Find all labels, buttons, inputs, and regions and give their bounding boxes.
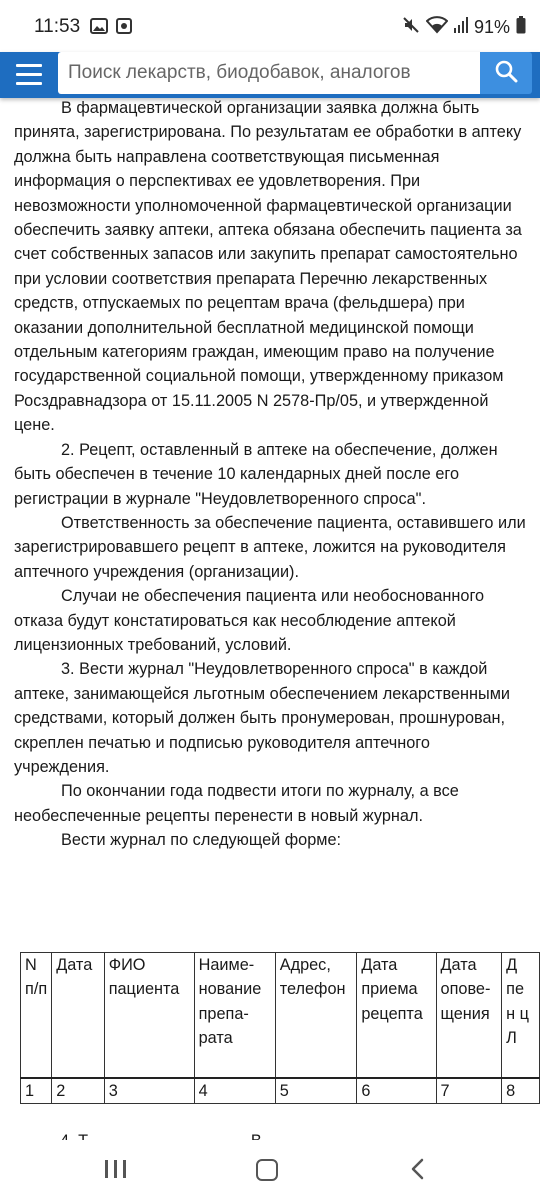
table-header-row: [21, 953, 540, 1079]
table-header-cell: Дата: [52, 953, 104, 1079]
back-icon[interactable]: [410, 1158, 424, 1185]
table-header-cell: Дата приема рецепта: [357, 953, 436, 1079]
table-cell: 3: [104, 1078, 194, 1104]
app-bar: [0, 52, 540, 98]
status-bar: [0, 0, 540, 52]
status-right: [402, 16, 526, 39]
article-paragraph: Ответственность за обеспечение пациента, оставившего или зарегистрировавшего рецепт в аптеке, ложится на руководителя аптечного учреждения (организации).: [14, 513, 526, 581]
article-paragraph: В фармацевтической организации заявка должна быть принята, зарегистрирована. По результатам ее обработки в аптеку должна быть направлена соответствующая письменная информация о перспективах ее удовлетворения. При невозможности уполномоченной фармацевтической организации обеспечить заявку аптеки, аптека обязана обеспечить пациента за счет собственных запасов или закупить препарат самостоятельно при условии соответствия препарата Перечню лекарственных средств, отпускаемых по рецептам врача (фельдшера) при оказании дополнительной бесплатной медицинской помощи отдельным категориям граждан, имеющим право на получение государственной социальной помощи, утвержденному приказом Росздравнадзора от 15.11.2005 N 2578-Пр/05, и утвержденной цене.: [14, 99, 522, 435]
table-header-cell: ФИО пациента: [104, 953, 194, 1079]
hamburger-menu-icon[interactable]: [16, 64, 42, 86]
home-icon[interactable]: [256, 1159, 278, 1181]
table-header-cell: Д пе н ц Л: [502, 953, 540, 1079]
table-cell: 2: [52, 1078, 104, 1104]
wifi-icon: [426, 16, 448, 39]
article-paragraph: По окончании года подвести итоги по журналу, а все необеспеченные рецепты перенести в новый журнал.: [14, 782, 459, 825]
article-paragraph: Вести журнал по следующей форме:: [61, 831, 342, 850]
mute-icon: [402, 16, 420, 39]
signal-icon: [454, 16, 468, 39]
article-paragraph: 3. Вести журнал "Неудовлетворенного спроса" в каждой аптеке, занимающейся льготным обеспечением лекарственными средствами, который должен быть пронумерован, прошнурован, скреплен печатью и подписью руководителя аптечного учреждения.: [14, 660, 510, 776]
recent-apps-icon[interactable]: [105, 1160, 126, 1178]
battery-icon: [516, 16, 526, 39]
table-cell: 6: [357, 1078, 436, 1104]
table-header-cell: Наиме- нование препа- рата: [194, 953, 275, 1079]
search-button[interactable]: [480, 52, 532, 94]
table-row: [21, 1078, 540, 1104]
journal-table: [20, 952, 540, 1104]
battery-level: 91%: [473, 17, 510, 37]
app-notification-icon: [116, 18, 132, 39]
article-paragraph: 2. Рецепт, оставленный в аптеке на обеспечение, должен быть обеспечен в течение 10 календарных дней после его регистрации в журнале "Неудовлетворенного спроса".: [14, 440, 498, 508]
article-content: [14, 96, 526, 853]
table-cell: 4: [194, 1078, 275, 1104]
image-icon: [90, 18, 108, 39]
search-icon: [494, 59, 518, 88]
table-cell: 1: [21, 1078, 52, 1104]
table-header-cell: Дата опове- щения: [436, 953, 502, 1079]
table-header-cell: N п/п: [21, 953, 52, 1079]
table-header-cell: Адрес, телефон: [275, 953, 357, 1079]
table-cell: 5: [275, 1078, 357, 1104]
table-cell: 8: [502, 1078, 540, 1104]
status-time: 11:53: [34, 16, 81, 37]
system-nav-bar: [0, 1140, 540, 1200]
table-cell: 7: [436, 1078, 502, 1104]
article-paragraph: Случаи не обеспечения пациента или необоснованного отказа будут констатироваться как несоблюдение аптекой лицензионных требований, условий.: [14, 587, 485, 654]
status-notification-icons: [90, 18, 132, 39]
search-input[interactable]: [58, 52, 480, 94]
